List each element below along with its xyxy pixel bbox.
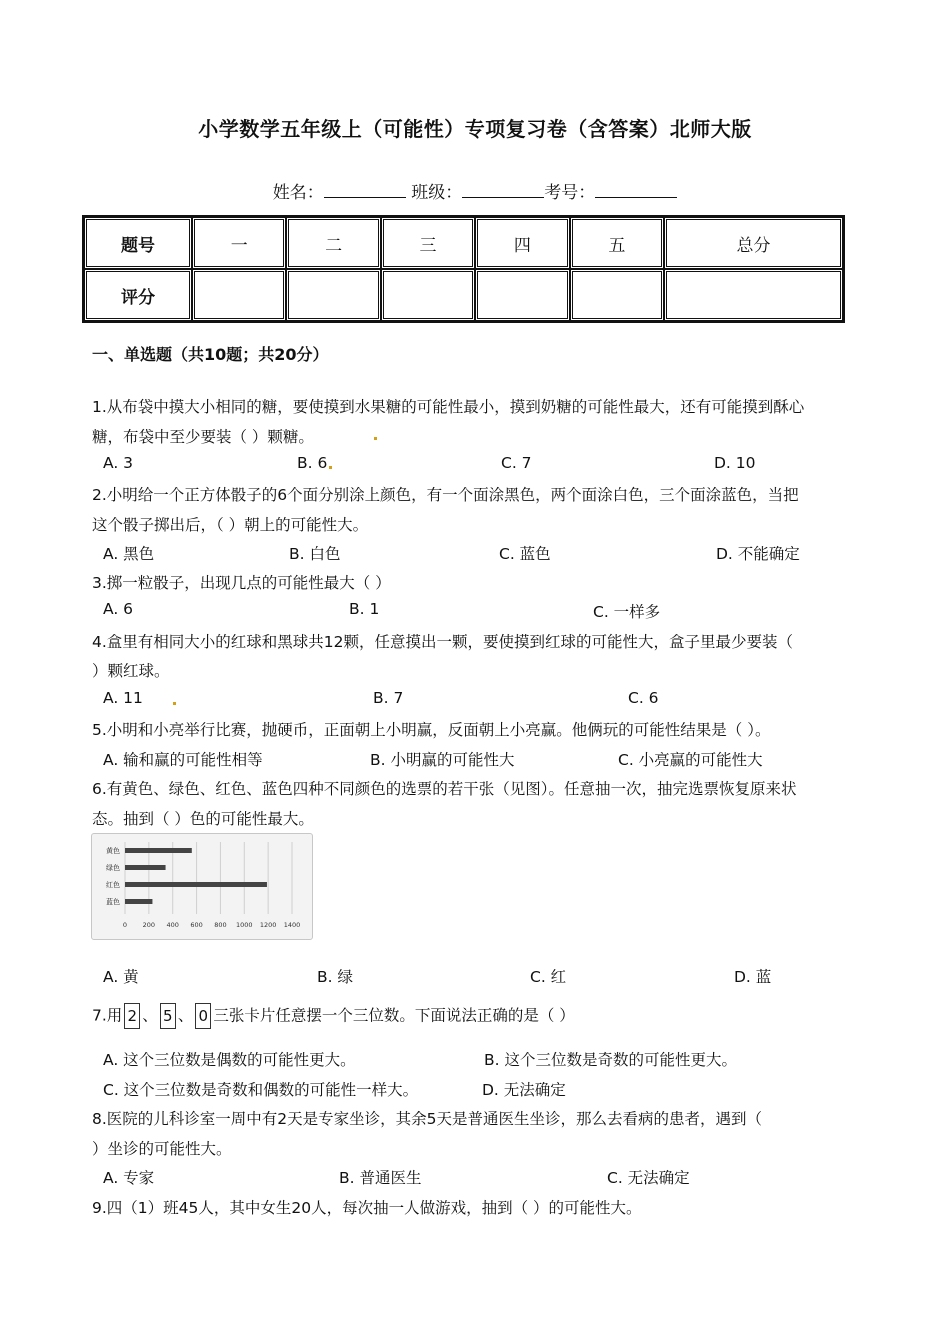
question-4-line1: 4.盒里有相同大小的红球和黑球共12颗，任意摸出一颗，要使摸到红球的可能性大，盒子里最少要装（ [92, 633, 794, 651]
q5-option-c[interactable]: C. 小亮赢的可能性大 [618, 751, 763, 769]
score-cell[interactable] [570, 269, 664, 321]
section-heading: 一、单选题（共10题；共20分） [92, 345, 329, 364]
x-tick-label: 600 [190, 921, 203, 929]
question-6-line2: 态。抽到（ ）色的可能性最大。 [92, 810, 314, 828]
q6-option-c[interactable]: C. 红 [530, 968, 567, 986]
question-1-line2: 糖，布袋中至少要装（ ）颗糖。 [92, 428, 314, 446]
score-header-cell: 总分 [664, 217, 843, 269]
speck [329, 466, 332, 469]
score-cell[interactable] [664, 269, 843, 321]
score-table-score-row [84, 269, 843, 321]
exam-no-label: 考号： [544, 183, 596, 203]
score-table-header-row [84, 217, 843, 269]
speck [374, 437, 377, 440]
score-cell[interactable] [381, 269, 475, 321]
q5-option-b[interactable]: B. 小明赢的可能性大 [370, 751, 515, 769]
bar [125, 899, 152, 904]
x-tick-label: 1200 [259, 921, 277, 929]
q7-option-a[interactable]: A. 这个三位数是偶数的可能性更大。 [103, 1051, 356, 1069]
q4-option-a[interactable]: A. 11 [103, 689, 143, 707]
ballot-chart-svg [92, 834, 312, 939]
score-table [82, 215, 845, 323]
q4-option-c[interactable]: C. 6 [628, 689, 659, 707]
q1-option-b[interactable]: B. 6 [297, 454, 328, 472]
score-header-cell: 二 [286, 217, 380, 269]
question-2-line2: 这个骰子掷出后，（ ）朝上的可能性大。 [92, 516, 369, 534]
score-header-cell: 题号 [84, 217, 192, 269]
question-2-line1: 2.小明给一个正方体骰子的6个面分别涂上颜色，有一个面涂黑色，两个面涂白色，三个面涂蓝色，当把 [92, 486, 799, 504]
score-header-cell: 四 [475, 217, 569, 269]
q6-option-b[interactable]: B. 绿 [317, 968, 353, 986]
score-header-cell: 五 [570, 217, 664, 269]
q3-option-c[interactable]: C. 一样多 [593, 603, 661, 621]
class-blank[interactable] [462, 183, 544, 198]
q7-separator: 、 [177, 1006, 194, 1025]
x-tick-label: 1000 [236, 921, 253, 929]
q7-prefix: 7.用 [92, 1006, 123, 1025]
question-6-line1: 6.有黄色、绿色、红色、蓝色四种不同颜色的选票的若干张（见图）。任意抽一次，抽完选票恢复原来状 [92, 780, 797, 798]
q3-option-b[interactable]: B. 1 [349, 600, 380, 618]
q2-option-d[interactable]: D. 不能确定 [716, 545, 800, 563]
number-card: 2 [124, 1003, 140, 1029]
x-tick-label: 200 [142, 921, 156, 929]
q1-option-d[interactable]: D. 10 [714, 454, 756, 472]
question-1-line1: 1.从布袋中摸大小相同的糖，要使摸到水果糖的可能性最小，摸到奶糖的可能性最大，还有可能摸到酥心 [92, 398, 805, 416]
question-5-line1: 5.小明和小亮举行比赛，抛硬币，正面朝上小明赢，反面朝上小亮赢。他俩玩的可能性结果是（ ）。 [92, 721, 771, 739]
q2-option-c[interactable]: C. 蓝色 [499, 545, 551, 563]
category-label: 绿色 [106, 864, 120, 872]
question-8-line1: 8.医院的儿科诊室一周中有2天是专家坐诊，其余5天是普通医生坐诊，那么去看病的患者，遇到（ [92, 1110, 763, 1128]
q1-option-c[interactable]: C. 7 [501, 454, 532, 472]
q8-option-c[interactable]: C. 无法确定 [607, 1169, 690, 1187]
score-row-label: 评分 [84, 269, 192, 321]
bar [125, 848, 192, 853]
q7-option-d[interactable]: D. 无法确定 [482, 1081, 566, 1099]
q6-option-a[interactable]: A. 黄 [103, 968, 139, 986]
x-tick-label: 1400 [283, 921, 301, 929]
question-9-line1: 9.四（1）班45人，其中女生20人，每次抽一人做游戏，抽到（ ）的可能性大。 [92, 1199, 642, 1217]
ballot-bar-chart [91, 833, 313, 940]
class-label: 班级： [411, 183, 463, 203]
bar [125, 882, 267, 887]
q7-option-c[interactable]: C. 这个三位数是奇数和偶数的可能性一样大。 [103, 1081, 419, 1099]
category-label: 蓝色 [106, 898, 120, 906]
page-title: 小学数学五年级上（可能性）专项复习卷（含答案）北师大版 [198, 117, 752, 141]
speck [173, 702, 176, 705]
question-7-line1 [92, 1003, 575, 1029]
question-8-line2: ）坐诊的可能性大。 [92, 1140, 232, 1158]
x-tick-label: 400 [166, 921, 179, 929]
score-header-cell: 三 [381, 217, 475, 269]
question-4-line2: ）颗红球。 [92, 662, 170, 680]
q2-option-b[interactable]: B. 白色 [289, 545, 341, 563]
q8-option-a[interactable]: A. 专家 [103, 1169, 155, 1187]
category-label: 红色 [106, 881, 120, 889]
q6-option-d[interactable]: D. 蓝 [734, 968, 772, 986]
category-label: 黄色 [106, 847, 120, 855]
q1-option-a[interactable]: A. 3 [103, 454, 134, 472]
x-tick-label: 0 [122, 921, 128, 929]
number-card: 0 [195, 1003, 211, 1029]
score-cell[interactable] [192, 269, 286, 321]
q3-option-a[interactable]: A. 6 [103, 600, 134, 618]
number-card: 5 [160, 1003, 176, 1029]
bar [125, 865, 166, 870]
q7-suffix: 三张卡片任意摆一个三位数。下面说法正确的是（ ） [213, 1006, 575, 1025]
score-cell[interactable] [286, 269, 380, 321]
score-cell[interactable] [475, 269, 569, 321]
q7-option-b[interactable]: B. 这个三位数是奇数的可能性更大。 [484, 1051, 737, 1069]
name-blank[interactable] [324, 183, 406, 198]
exam-no-blank[interactable] [595, 183, 677, 198]
student-info-line [0, 178, 950, 203]
question-3-line1: 3.掷一粒骰子，出现几点的可能性最大（ ） [92, 574, 391, 592]
q4-option-b[interactable]: B. 7 [373, 689, 404, 707]
score-header-cell: 一 [192, 217, 286, 269]
q8-option-b[interactable]: B. 普通医生 [339, 1169, 422, 1187]
q7-separator: 、 [142, 1006, 158, 1025]
x-tick-label: 800 [214, 921, 227, 929]
q5-option-a[interactable]: A. 输和赢的可能性相等 [103, 751, 263, 769]
q2-option-a[interactable]: A. 黑色 [103, 545, 155, 563]
name-label: 姓名： [272, 183, 324, 203]
